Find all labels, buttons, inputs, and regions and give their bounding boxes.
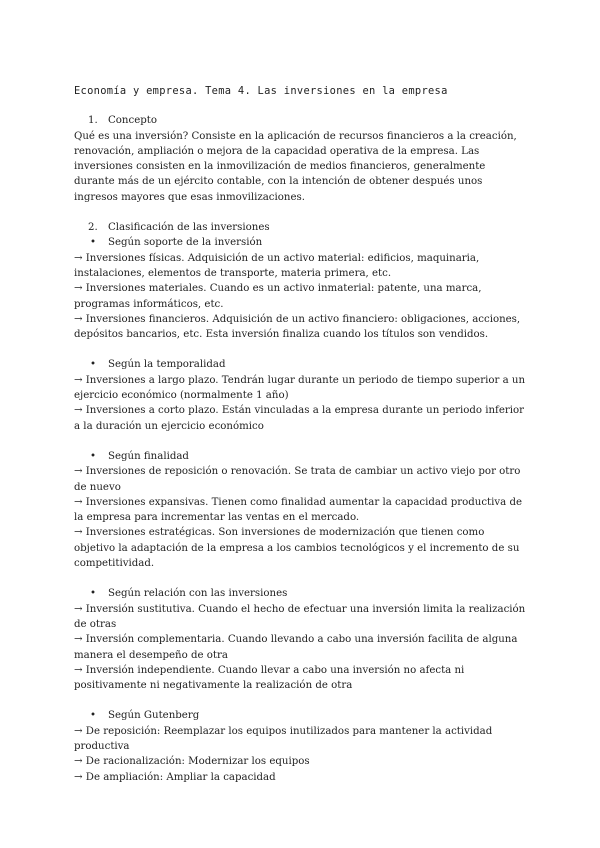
bullet-heading-text: Según la temporalidad <box>108 359 226 371</box>
list-item: → Inversiones materiales. Cuando es un activo inmaterial: patente, una marca, programas informáticos, etc. <box>74 283 482 310</box>
list-item: → Inversión sustitutiva. Cuando el hecho de efectuar una inversión limita la realización de otras <box>74 603 526 630</box>
bullet-heading-temporalidad <box>74 357 526 372</box>
bullet-icon: • <box>90 237 97 249</box>
bullet-heading-text: Según finalidad <box>108 450 189 462</box>
section-number: 1. <box>88 115 98 127</box>
section-heading-text: Concepto <box>108 115 157 127</box>
section-number: 2. <box>88 222 98 234</box>
bullet-heading-finalidad <box>74 449 526 464</box>
bullet-heading-text: Según relación con las inversiones <box>108 588 288 600</box>
bullet-heading-soporte <box>74 235 526 250</box>
list-item: → De reposición: Reemplazar los equipos inutilizados para mantener la actividad productiva <box>74 725 493 752</box>
list-item: → Inversiones financieros. Adquisición de un activo financiero: obligaciones, acciones, depósitos bancarios, etc. Esta inversión finaliza cuando los títulos son vendidos. <box>74 313 521 341</box>
list-item: → Inversiones físicas. Adquisición de un activo material: edificios, maquinaria, instalaciones, elementos de transporte, materia primera, etc. <box>74 252 480 279</box>
list-item: → Inversiones de reposición o renovación. Se trata de cambiar un activo viejo por otro de nuevo <box>74 466 521 493</box>
bullet-icon: • <box>90 450 97 462</box>
list-item: → De ampliación: Ampliar la capacidad <box>74 771 276 783</box>
bullet-heading-text: Según soporte de la inversión <box>108 237 263 249</box>
section-heading-concepto <box>74 113 526 128</box>
bullet-heading-gutenberg <box>74 708 526 723</box>
section-heading-text: Clasificación de las inversiones <box>108 222 270 234</box>
list-item: → Inversiones estratégicas. Son inversiones de modernización que tienen como objetivo la adaptación de la empresa a los cambios tecnológicos y el incremento de su competitividad. <box>74 527 520 570</box>
list-item: → Inversiones expansivas. Tienen como finalidad aumentar la capacidad productiva de la empresa para incrementar las ventas en el mercado. <box>74 496 522 524</box>
bullet-icon: • <box>90 588 97 600</box>
bullet-icon: • <box>90 710 97 722</box>
document-title: Economía y empresa. Tema 4. Las inversiones en la empresa <box>74 85 448 97</box>
bullet-heading-relacion <box>74 586 526 601</box>
list-item: → Inversión independiente. Cuando llevar a cabo una inversión no afecta ni positivamente ni negativamente la realización de otra <box>74 664 465 692</box>
bullet-heading-text: Según Gutenberg <box>108 710 200 722</box>
list-item: → Inversión complementaria. Cuando llevando a cabo una inversión facilita de alguna manera el desempeño de otra <box>74 634 518 661</box>
list-item: → Inversiones a corto plazo. Están vinculadas a la empresa durante un periodo inferior a la duración un ejercicio económico <box>74 405 524 432</box>
section-heading-clasificacion <box>74 220 526 235</box>
list-item: → Inversiones a largo plazo. Tendrán lugar durante un periodo de tiempo superior a un ejercicio económico (normalmente 1 año) <box>74 374 526 402</box>
bullet-icon: • <box>90 359 97 371</box>
concept-paragraph: Qué es una inversión? Consiste en la aplicación de recursos financieros a la creación, renovación, ampliación o mejora de la capacidad operativa de la empresa. Las inversiones consisten en la inmovilización de medios financieros, generalmente durante más de un ejército contable, con la intención de obtener después unos ingresos mayores que esas inmovilizaciones. <box>74 130 517 203</box>
list-item: → De racionalización: Modernizar los equipos <box>74 756 310 768</box>
